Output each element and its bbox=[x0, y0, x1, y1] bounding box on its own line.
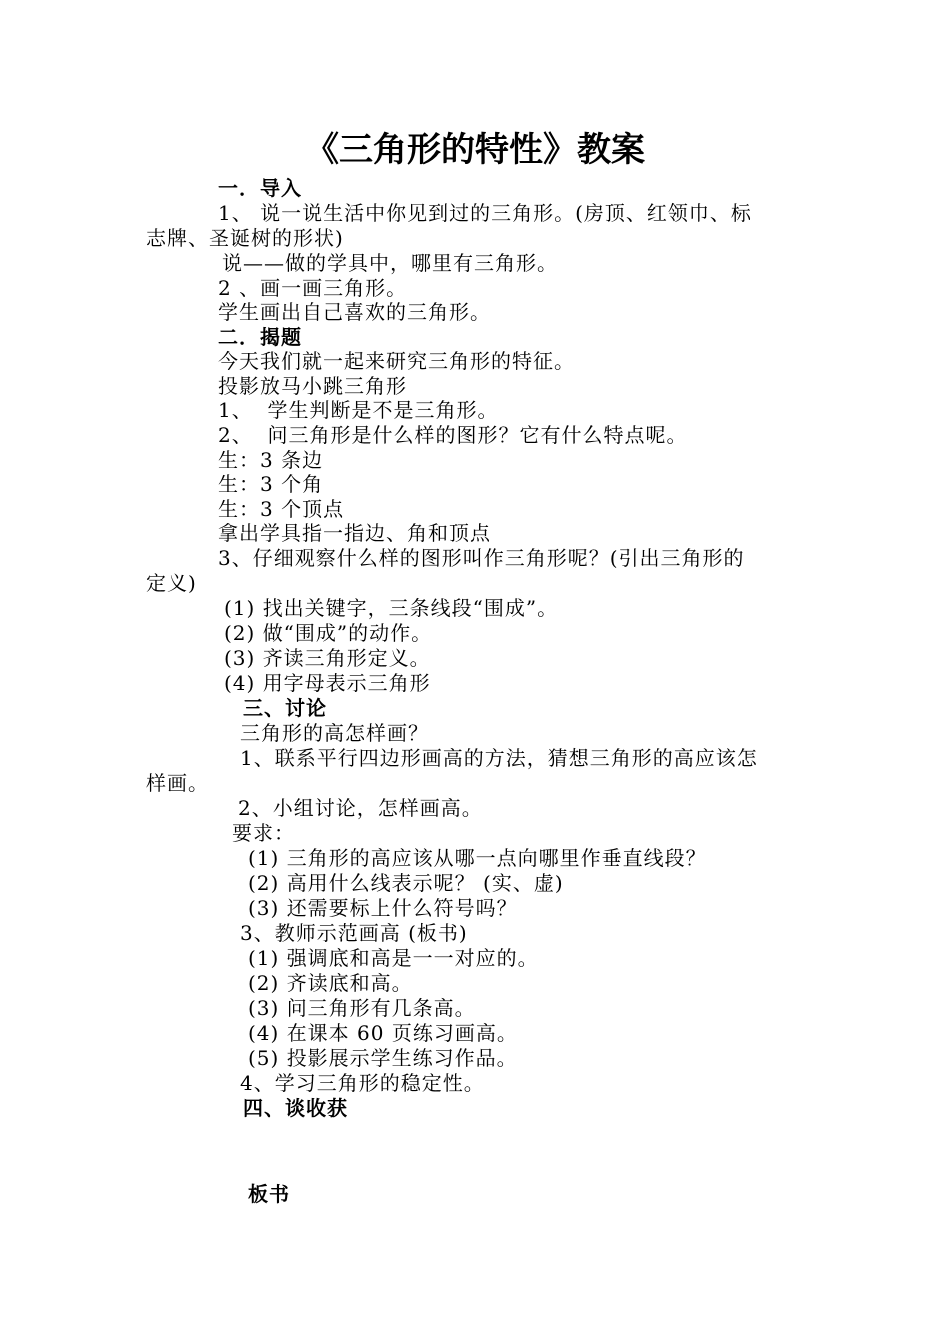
paragraph-line: (3) 还需要标上什么符号吗？ bbox=[248, 896, 518, 920]
paragraph-line: (2) 高用什么线表示呢？ (实、虚) bbox=[248, 871, 564, 895]
paragraph-line: 三角形的高怎样画？ bbox=[240, 721, 429, 745]
paragraph-line: 志牌、圣诞树的形状) bbox=[146, 226, 344, 250]
paragraph-line: (5) 投影展示学生练习作品。 bbox=[248, 1046, 518, 1070]
paragraph-line: 生：3 个顶点 bbox=[218, 497, 345, 521]
paragraph-line: (4) 用字母表示三角形 bbox=[224, 671, 431, 695]
paragraph-line: 1、联系平行四边形画高的方法，猜想三角形的高应该怎 bbox=[240, 746, 758, 770]
paragraph-line: 2 、画一画三角形。 bbox=[218, 276, 408, 300]
paragraph-line: (2) 齐读底和高。 bbox=[248, 971, 413, 995]
paragraph-line: 今天我们就一起来研究三角形的特征。 bbox=[218, 349, 575, 373]
section-heading-reveal: 二．揭题 bbox=[218, 325, 302, 349]
paragraph-line: (1) 强调底和高是一一对应的。 bbox=[248, 946, 539, 970]
section-heading-intro: 一．导入 bbox=[218, 176, 302, 200]
paragraph-line: 定义) bbox=[146, 571, 197, 595]
paragraph-line: 样画。 bbox=[146, 771, 209, 795]
paragraph-line: 1、 学生判断是不是三角形。 bbox=[218, 398, 499, 422]
paragraph-line: 投影放马小跳三角形 bbox=[218, 374, 407, 398]
paragraph-line: (1) 三角形的高应该从哪一点向哪里作垂直线段？ bbox=[248, 846, 707, 870]
paragraph-line: (3) 问三角形有几条高。 bbox=[248, 996, 476, 1020]
document-title: 《三角形的特性》教案 bbox=[305, 130, 645, 170]
paragraph-line: 拿出学具指一指边、角和顶点 bbox=[218, 521, 491, 545]
paragraph-line: (2) 做“围成”的动作。 bbox=[224, 621, 433, 645]
paragraph-line: 2、小组讨论，怎样画高。 bbox=[238, 796, 483, 820]
paragraph-line: 说——做的学具中，哪里有三角形。 bbox=[222, 251, 558, 275]
paragraph-line: 1、 说一说生活中你见到过的三角形。(房顶、红领巾、标 bbox=[218, 201, 752, 225]
paragraph-line: (4) 在课本 60 页练习画高。 bbox=[248, 1021, 518, 1045]
paragraph-line: (3) 齐读三角形定义。 bbox=[224, 646, 431, 670]
paragraph-line: 生：3 条边 bbox=[218, 448, 324, 472]
paragraph-line: 生：3 个角 bbox=[218, 472, 324, 496]
section-heading-discussion: 三、讨论 bbox=[243, 696, 327, 720]
paragraph-line: 学生画出自己喜欢的三角形。 bbox=[218, 300, 491, 324]
board-writing-heading: 板书 bbox=[248, 1182, 290, 1206]
section-heading-summary: 四、谈收获 bbox=[243, 1096, 348, 1120]
paragraph-line: (1) 找出关键字，三条线段“围成”。 bbox=[224, 596, 559, 620]
paragraph-line: 4、学习三角形的稳定性。 bbox=[240, 1071, 485, 1095]
paragraph-line: 要求： bbox=[232, 821, 295, 845]
paragraph-line: 3、仔细观察什么样的图形叫作三角形呢？(引出三角形的 bbox=[218, 546, 745, 570]
paragraph-line: 2、 问三角形是什么样的图形？它有什么特点呢。 bbox=[218, 423, 688, 447]
paragraph-line: 3、教师示范画高 (板书) bbox=[240, 921, 468, 945]
